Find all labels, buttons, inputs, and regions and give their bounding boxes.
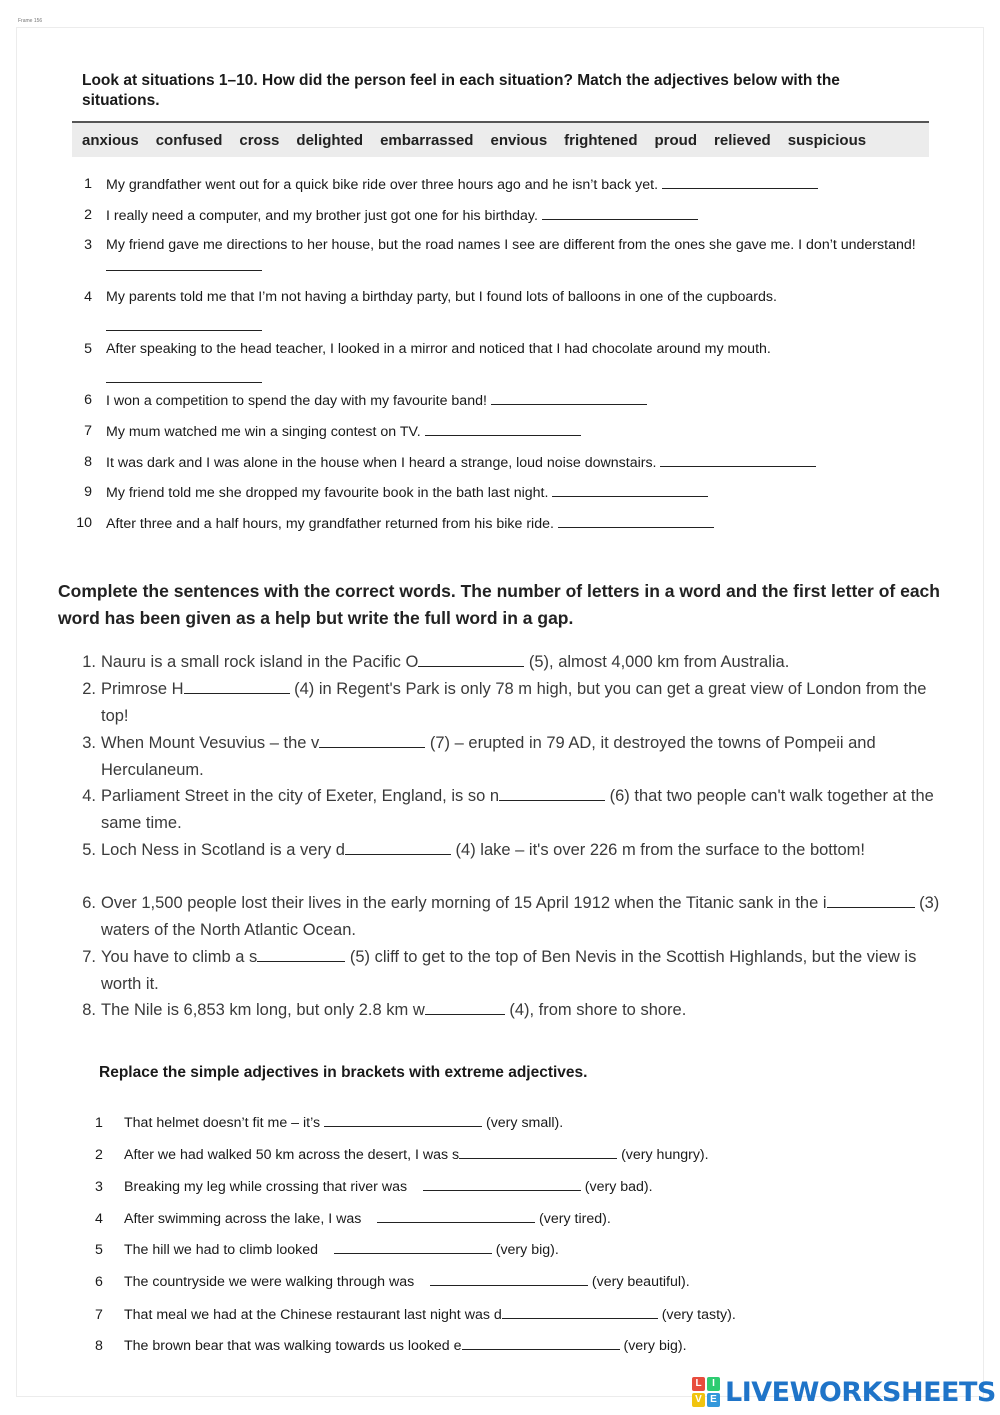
answer-gap[interactable] [462, 1335, 620, 1350]
item-text-before: The Nile is 6,853 km long, but only 2.8 km w [101, 1001, 425, 1019]
item-number: 8 [95, 1338, 103, 1354]
answer-gap[interactable] [257, 945, 345, 962]
answer-gap[interactable] [106, 360, 262, 383]
item-text-after: (7) – erupted in 79 AD, it destroyed the towns of Pompeii and Herculaneum. [101, 734, 876, 779]
answer-gap[interactable] [827, 891, 915, 908]
item-text-after: (4) lake – it's over 226 m from the surface to the bottom! [450, 841, 865, 859]
item-text-before: The countryside we were walking through was [124, 1274, 419, 1290]
item-number: 1 [95, 1115, 103, 1131]
item-number: 5. [82, 841, 96, 859]
word-anxious: anxious [82, 131, 139, 149]
item-text: My friend gave me directions to her house, but the road names I see are different from the ones she gave me. I don’t understand! [106, 237, 916, 253]
item-number: 7 [95, 1307, 103, 1323]
section1 [82, 71, 932, 111]
answer-gap[interactable] [377, 1208, 535, 1223]
item-number: 5 [84, 341, 92, 357]
word-relieved: relieved [714, 131, 771, 149]
item-number: 2 [95, 1147, 103, 1163]
section3-title: Replace the simple adjectives in brackets with extreme adjectives. [99, 1064, 588, 1081]
item-text-after: (very big). [491, 1242, 559, 1258]
item-text-before: Over 1,500 people lost their lives in the early morning of 15 April 1912 when the Titanic sank in the i [101, 894, 827, 912]
answer-gap[interactable] [662, 174, 818, 189]
word-suspicious: suspicious [787, 131, 867, 149]
word-envious: envious [490, 131, 548, 149]
word-cross: cross [239, 131, 280, 149]
logo-mark-i: I [707, 1377, 720, 1391]
item-text-after: (very beautiful). [587, 1274, 690, 1290]
item-number: 1. [82, 653, 96, 671]
item-text-before: Loch Ness in Scotland is a very d [101, 841, 345, 859]
item-number: 6 [84, 392, 92, 408]
answer-gap[interactable] [425, 421, 581, 436]
answer-gap[interactable] [491, 390, 647, 405]
item-text-before: The brown bear that was walking towards us looked e [124, 1338, 462, 1354]
item-text-after: (5) cliff to get to the top of Ben Nevis in the Scottish Highlands, but the view is worth it. [101, 948, 917, 993]
item-number: 7 [84, 423, 92, 439]
item-text-before: Parliament Street in the city of Exeter, England, is so n [101, 787, 500, 805]
answer-gap[interactable] [106, 256, 262, 271]
word-box [72, 121, 929, 157]
item-number: 3 [84, 237, 92, 253]
logo-mark-l: L [692, 1377, 705, 1391]
section2-title: Complete the sentences with the correct words. The number of letters in a word and the first letter of each word has been given as a help but write the full word in a gap. [58, 581, 940, 628]
answer-gap[interactable] [558, 513, 714, 528]
answer-gap[interactable] [184, 677, 290, 694]
item-text-after: (very tired). [535, 1211, 611, 1227]
item-number: 4 [95, 1211, 103, 1227]
item-text-before: That helmet doesn’t fit me – it’s [124, 1115, 325, 1131]
item-text: After three and a half hours, my grandfather returned from his bike ride. [106, 516, 554, 532]
word-frightened: frightened [564, 131, 638, 149]
word-confused: confused [155, 131, 223, 149]
item-text-after: (very hungry). [617, 1147, 709, 1163]
answer-gap[interactable] [334, 1239, 492, 1254]
item-text: My grandfather went out for a quick bike ride over three hours ago and he isn’t back yet. [106, 177, 659, 193]
item-text: My mum watched me win a singing contest on TV. [106, 424, 421, 440]
item-text-before: That meal we had at the Chinese restaurant last night was d [124, 1307, 502, 1323]
item-number: 2. [82, 680, 96, 698]
item-number: 7. [82, 948, 96, 966]
item-text-before: After swimming across the lake, I was [124, 1211, 366, 1227]
answer-gap[interactable] [459, 1144, 617, 1159]
item-text-before: When Mount Vesuvius – the v [101, 734, 320, 752]
logo-text: LIVEWORKSHEETS [725, 1376, 996, 1408]
answer-gap[interactable] [502, 1304, 658, 1319]
item-number: 3. [82, 734, 96, 752]
answer-gap[interactable] [319, 731, 425, 748]
item-text: I won a competition to spend the day with my favourite band! [106, 393, 487, 409]
item-number: 8. [82, 1001, 96, 1019]
item-number: 5 [95, 1242, 103, 1258]
logo-mark-v: V [692, 1393, 705, 1407]
word-delighted: delighted [296, 131, 364, 149]
answer-gap[interactable] [430, 1271, 588, 1286]
liveworksheets-logo [692, 1376, 996, 1408]
item-number: 4 [84, 289, 92, 305]
item-text: It was dark and I was alone in the house when I heard a strange, loud noise downstairs. [106, 455, 657, 471]
answer-gap[interactable] [345, 838, 451, 855]
item-text-after: (4) in Regent's Park is only 78 m high, but you can get a great view of London from the top! [101, 680, 927, 725]
item-number: 8 [84, 454, 92, 470]
item-number: 6. [82, 894, 96, 912]
answer-gap[interactable] [499, 784, 605, 801]
answer-gap[interactable] [542, 205, 698, 220]
word-embarrassed: embarrassed [380, 131, 474, 149]
item-number: 2 [84, 207, 92, 223]
item-number: 1 [84, 176, 92, 192]
item-text-after: (6) that two people can't walk together at the same time. [101, 787, 934, 832]
logo-mark-icon [692, 1377, 720, 1407]
item-text: I really need a computer, and my brother just got one for his birthday. [106, 208, 538, 224]
item-text: My parents told me that I’m not having a birthday party, but I found lots of balloons in one of the cupboards. [106, 289, 777, 305]
item-number: 10 [76, 515, 92, 531]
item-text-before: The hill we had to climb looked [124, 1242, 322, 1258]
item-text-before: Breaking my leg while crossing that river was [124, 1179, 412, 1195]
frame-label: Frame 156 [18, 18, 43, 24]
answer-gap[interactable] [423, 1176, 581, 1191]
item-text-after: (4), from shore to shore. [504, 1001, 687, 1019]
item-text-after: (5), almost 4,000 km from Australia. [524, 653, 790, 671]
logo-mark-e: E [707, 1393, 720, 1407]
item-text-after: (very bad). [580, 1179, 653, 1195]
item-number: 6 [95, 1274, 103, 1290]
item-text-before: Nauru is a small rock island in the Pacific O [101, 653, 419, 671]
section1-title: Look at situations 1–10. How did the person feel in each situation? Match the adjectives below with the situations. [82, 72, 840, 109]
item-text-after: (very tasty). [657, 1307, 736, 1323]
item-number: 3 [95, 1179, 103, 1195]
item-text-before: Primrose H [101, 680, 184, 698]
answer-gap[interactable] [106, 308, 262, 331]
answer-gap[interactable] [425, 998, 505, 1015]
item-number: 4. [82, 787, 96, 805]
answer-gap[interactable] [660, 452, 816, 467]
answer-gap[interactable] [324, 1112, 482, 1127]
item-text: My friend told me she dropped my favourite book in the bath last night. [106, 485, 549, 501]
item-text-before: You have to climb a s [101, 948, 258, 966]
item-text-after: (very small). [482, 1115, 564, 1131]
item-text: After speaking to the head teacher, I looked in a mirror and noticed that I had chocolate around my mouth. [106, 341, 771, 357]
item-text-before: After we had walked 50 km across the desert, I was s [124, 1147, 460, 1163]
item-text-after: (3) waters of the North Atlantic Ocean. [101, 894, 940, 939]
answer-gap[interactable] [552, 482, 708, 497]
item-text-after: (very big). [619, 1338, 687, 1354]
item-number: 9 [84, 484, 92, 500]
answer-gap[interactable] [418, 650, 524, 667]
word-proud: proud [654, 131, 698, 149]
